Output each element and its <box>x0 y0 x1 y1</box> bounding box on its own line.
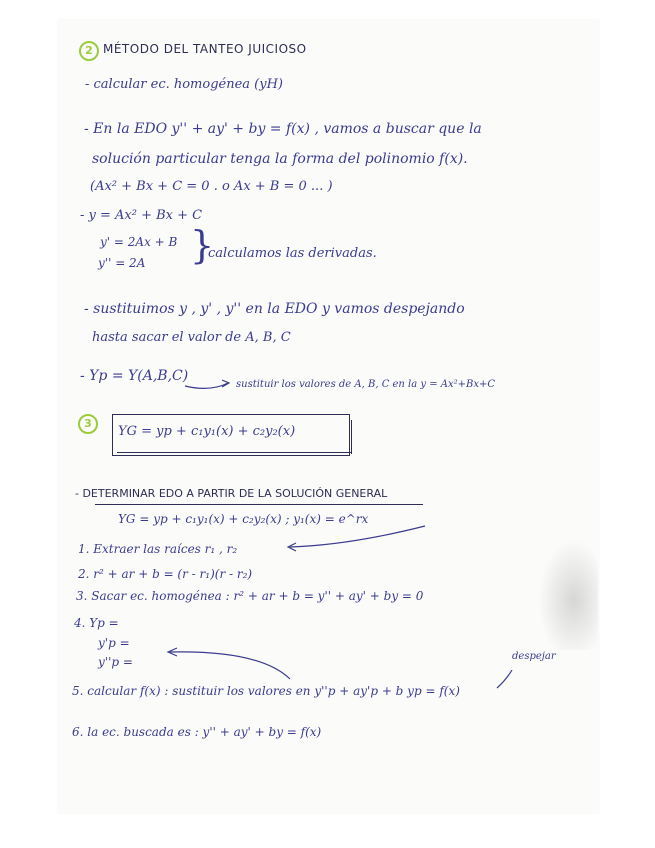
step-4-yp: 4. Yp = <box>74 616 119 630</box>
step5-back-arrow <box>170 652 290 679</box>
derivadas-note: calculamos las derivadas. <box>208 246 377 261</box>
step-5: 5. calcular f(x) : sustituir los valores en y''p + ay'p + b yp = f(x) <box>72 684 460 698</box>
determinar-formula: YG = yp + c₁y₁(x) + c₂y₂(x) ; y₁(x) = e^rx <box>118 512 369 526</box>
general-solution-formula: YG = yp + c₁y₁(x) + c₂y₂(x) <box>118 424 296 439</box>
yp-line: - Yp = Y(A,B,C) <box>80 368 189 384</box>
step-4-yp-prime: y'p = <box>98 636 130 650</box>
step-1: 1. Extraer las raíces r₁ , r₂ <box>78 542 238 556</box>
yp-arrow <box>185 383 228 388</box>
sustituimos-line-2: hasta sacar el valor de A, B, C <box>92 330 291 345</box>
y-prime: y' = 2Ax + B <box>100 235 178 249</box>
yp-note: sustituir los valores de A, B, C en la y = Ax²+Bx+C <box>236 379 496 390</box>
despejar-arrow <box>497 670 512 688</box>
yp-arrow-head <box>222 380 229 387</box>
step-5-note: despejar <box>512 651 556 662</box>
sustituimos-line-1: - sustituimos y , y' , y'' en la EDO y vamos despejando <box>84 301 465 317</box>
y-second: y'' = 2A <box>98 256 146 270</box>
explain-line-3: (Ax² + Bx + C = 0 . o Ax + B = 0 ... ) <box>90 179 333 194</box>
determinar-heading: - DETERMINAR EDO A PARTIR DE LA SOLUCIÓN GENERAL <box>75 487 388 500</box>
section-2-number: 2 <box>79 41 99 61</box>
derivadas-brace: } <box>190 223 215 267</box>
y-definition: - y = Ax² + Bx + C <box>80 208 203 223</box>
roots-arrow <box>290 526 425 547</box>
step-3: 3. Sacar ec. homogénea : r² + ar + b = y'' + ay' + by = 0 <box>76 589 424 603</box>
section-3-number: 3 <box>78 414 98 434</box>
section-2-title: MÉTODO DEL TANTEO JUICIOSO <box>103 42 307 56</box>
step-4-yp-second: y''p = <box>98 655 133 669</box>
explain-line-2: solución particular tenga la forma del polinomio f(x). <box>92 151 468 167</box>
step-homogenea: - calcular ec. homogénea (yH) <box>85 77 284 92</box>
step-6: 6. la ec. buscada es : y'' + ay' + by = f(x) <box>72 725 322 739</box>
step-2: 2. r² + ar + b = (r - r₁)(r - r₂) <box>78 567 253 581</box>
explain-line-1: - En la EDO y'' + ay' + by = f(x) , vamos a buscar que la <box>84 121 482 137</box>
